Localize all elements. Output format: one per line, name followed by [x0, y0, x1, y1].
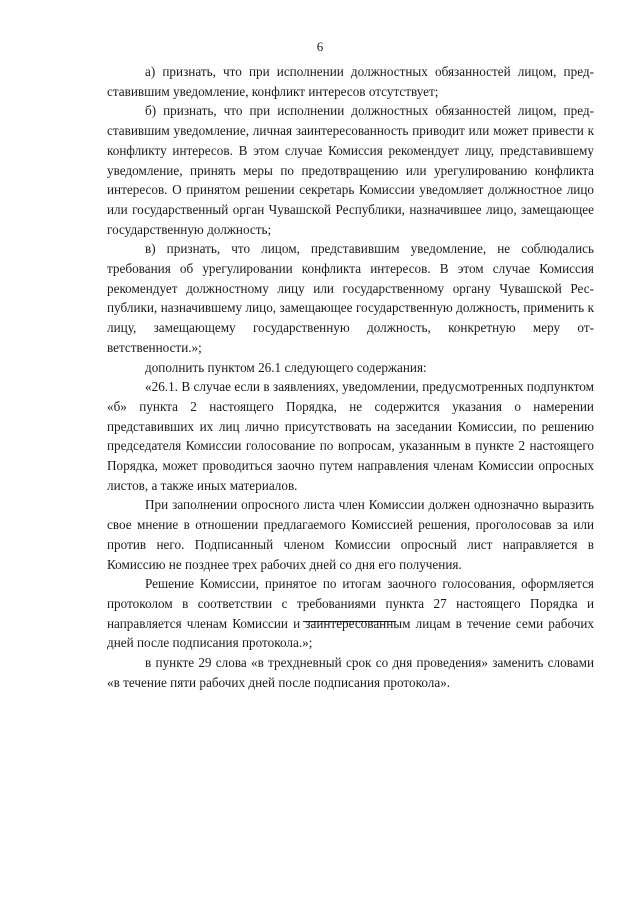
document-body [107, 62, 594, 693]
paragraph-item-a: а) признать, что при исполнении должностных обязанностей лицом, представившим уведомление, конфликт интересов отсутствует; [107, 64, 594, 99]
paragraph-questionnaire: При заполнении опросного листа член Комиссии должен однозначно выразить свое мнение в отношении предлагаемого Комиссией решения, проголосовав за или против него. Подписанный членом Комиссии опросный лист направляется в Комиссию не позднее трех рабочих дней со дня его получения. [107, 497, 594, 572]
paragraph-decision: Решение Комиссии, принятое по итогам заочного голосования, оформляется протоколом в соответствии с требованиями пункта 27 настоящего Порядка и направляется членам Комиссии и заинтересованным лицам в течение семи рабочих дней после подписания протокола.»; [107, 576, 594, 651]
paragraph-amendment-intro: дополнить пунктом 26.1 следующего содержания: [145, 359, 427, 375]
paragraph-item-v: в) признать, что лицом, представившим уведомление, не соблюдались требования об урегулировании конфликта интересов. В этом случае Комиссия рекомендует должностному лицу или государственному органу Чувашской Республики, назначившему лицо, замещающее государственную должность, применить к лицу, замещающему государственную должность, конкретную меру ответственности.»; [107, 241, 594, 355]
paragraph-clause-29: в пункте 29 слова «в трехдневный срок со дня проведения» заменить словами «в течение пяти рабочих дней после подписания протокола». [107, 655, 594, 690]
closing-separator-line [303, 621, 396, 622]
paragraph-item-b: б) признать, что при исполнении должностных обязанностей лицом, представившим уведомление, личная заинтересованность приводит или может привести к конфликту интересов. В этом случае Комиссия рекомендует лицу, представившему уведомление, принять меры по предотвращению или урегулированию конфликта интересов. О принятом решении секретарь Комиссии уведомляет должностное лицо или государственный орган Чувашской Республики, назначившее лицо, замещающее государственную должность; [107, 103, 594, 237]
paragraph-clause-26-1: «26.1. В случае если в заявлениях, уведомлении, предусмотренных подпунктом «б» пункта 2 настоящего Порядка, не содержится указания о намерении представивших их лиц лично присутствовать на заседании Комиссии, по решению председателя Комиссии голосование по вопросам, указанным в пункте 2 настоящего Порядка, может проводиться заочно путем направления членам Комиссии опросных листов, а также иных материалов. [107, 379, 594, 493]
page-number: 6 [316, 39, 324, 54]
